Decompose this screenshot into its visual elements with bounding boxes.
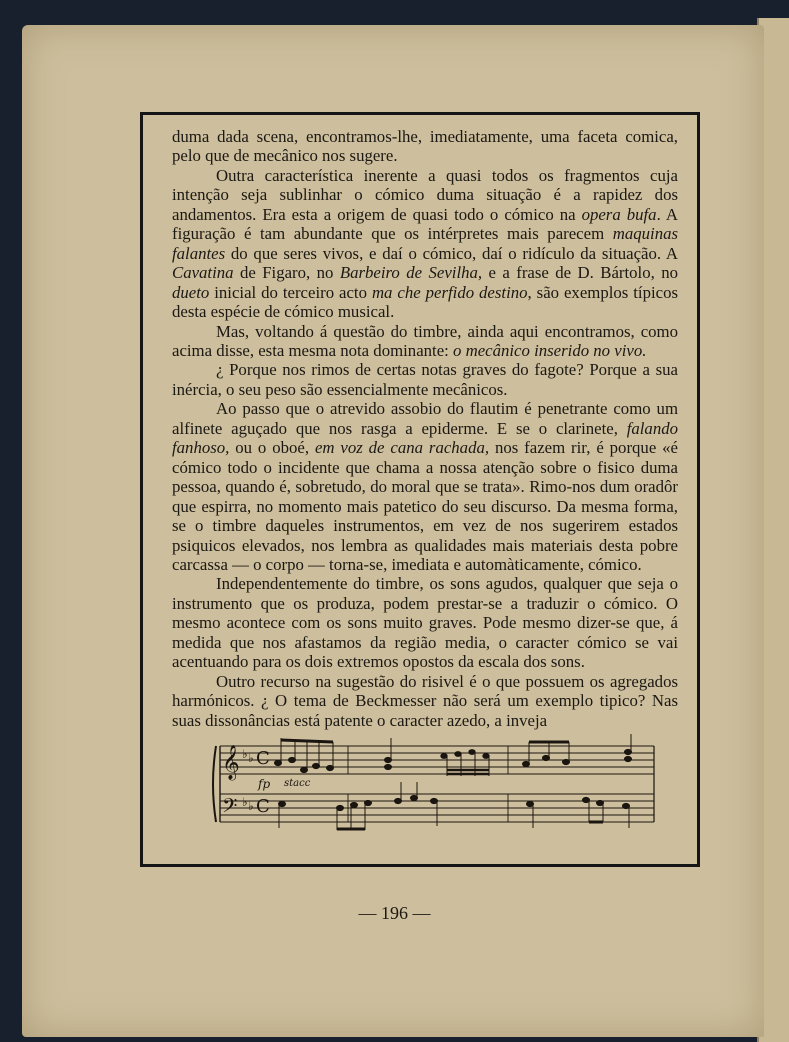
svg-text:C: C bbox=[256, 748, 270, 769]
bass-clef bbox=[222, 794, 237, 822]
svg-text:♭: ♭ bbox=[248, 751, 254, 765]
svg-text:♭: ♭ bbox=[248, 799, 254, 813]
treble-clef bbox=[222, 745, 240, 781]
paragraph-5: Ao passo que o atrevido assobio do flautim é penetrante como um alfinete aguçado que nos rasga a epiderme. E se o clarinete, falando fanhoso, ou o oboé, em voz de cana rachada, nos fazem rir, é porque «é cómico todo o incidente que chama a nossa atenção sobre o fisico duma pessoa, quando é, sobretudo, do moral que se trata». Rimo-nos dum oradôr que espirra, no momento mais patetico do seu discurso. Da mesma forma, se o timbre daqueles instrumentos, em vez de nos sugerirem estados psiquicos elevados, nos lembra as qualidades mais materiais desta pobre carcassa — o corpo — torna-se, imediata e automàticamente, cómico. bbox=[172, 399, 678, 574]
svg-text:♭: ♭ bbox=[242, 747, 248, 761]
paragraph-2: Outra característica inerente a quasi todos os fragmentos cuja intenção seja sublinhar o cómico duma situação é a rapidez dos andamentos. Era esta a origem de quasi todo o cómico na opera bufa. A figuração é tam abundante que os intérpretes mais parecem maquinas falantes do que seres vivos, e daí o cómico, daí o ridículo da situação. A Cavatina de Figaro, no Barbeiro de Sevilha, e a frase de D. Bártolo, no dueto inicial do terceiro acto ma che perfido destino, são exemplos típicos desta espécie de cómico musical. bbox=[172, 165, 678, 322]
svg-text:𝄢: 𝄢 bbox=[222, 794, 238, 822]
svg-text:fp: fp bbox=[258, 777, 271, 791]
paragraph-7: Outro recurso na sugestão do risivel é o que possuem os agregados harmónicos. ¿ O tema de Beckmesser não será um exemplo tipico? Nas suas dissonâncias está patente o caracter azedo, a inveja bbox=[172, 671, 678, 730]
svg-text:C: C bbox=[256, 796, 270, 817]
paragraph-4: ¿ Porque nos rimos de certas notas graves do fagote? Porque a sua inércia, o seu peso são essencialmente mecânicos. bbox=[172, 360, 678, 399]
dynamic-marking bbox=[257, 777, 270, 791]
paragraph-6: Independentemente do timbre, os sons agudos, qualquer que seja o instrumento que os produza, podem prestar-se a traduzir o cómico. O mesmo acontece com os sons muito graves. Pode mesmo dizer-se que, á medida que nos afastamos da região media, o caracter cómico se vai acentuando para os dois extremos opostos da escala dos sons. bbox=[172, 574, 678, 672]
staccato-marking bbox=[284, 778, 311, 789]
body-text bbox=[172, 127, 678, 730]
paragraph-1: duma dada scena, encontramos-lhe, imediatamente, uma faceta comica, pelo que de mecânico nos sugere. bbox=[172, 127, 678, 166]
paragraph-3: Mas, voltando á questão do timbre, ainda aqui encontramos, como acima disse, esta mesma nota dominante: o mecânico inserido no vivo. bbox=[172, 321, 678, 360]
page-number: — 196 — bbox=[358, 903, 431, 923]
svg-text:𝄞: 𝄞 bbox=[222, 745, 240, 780]
music-example bbox=[208, 728, 658, 834]
svg-text:♭: ♭ bbox=[242, 795, 248, 809]
svg-text:stacc: stacc bbox=[284, 778, 311, 789]
